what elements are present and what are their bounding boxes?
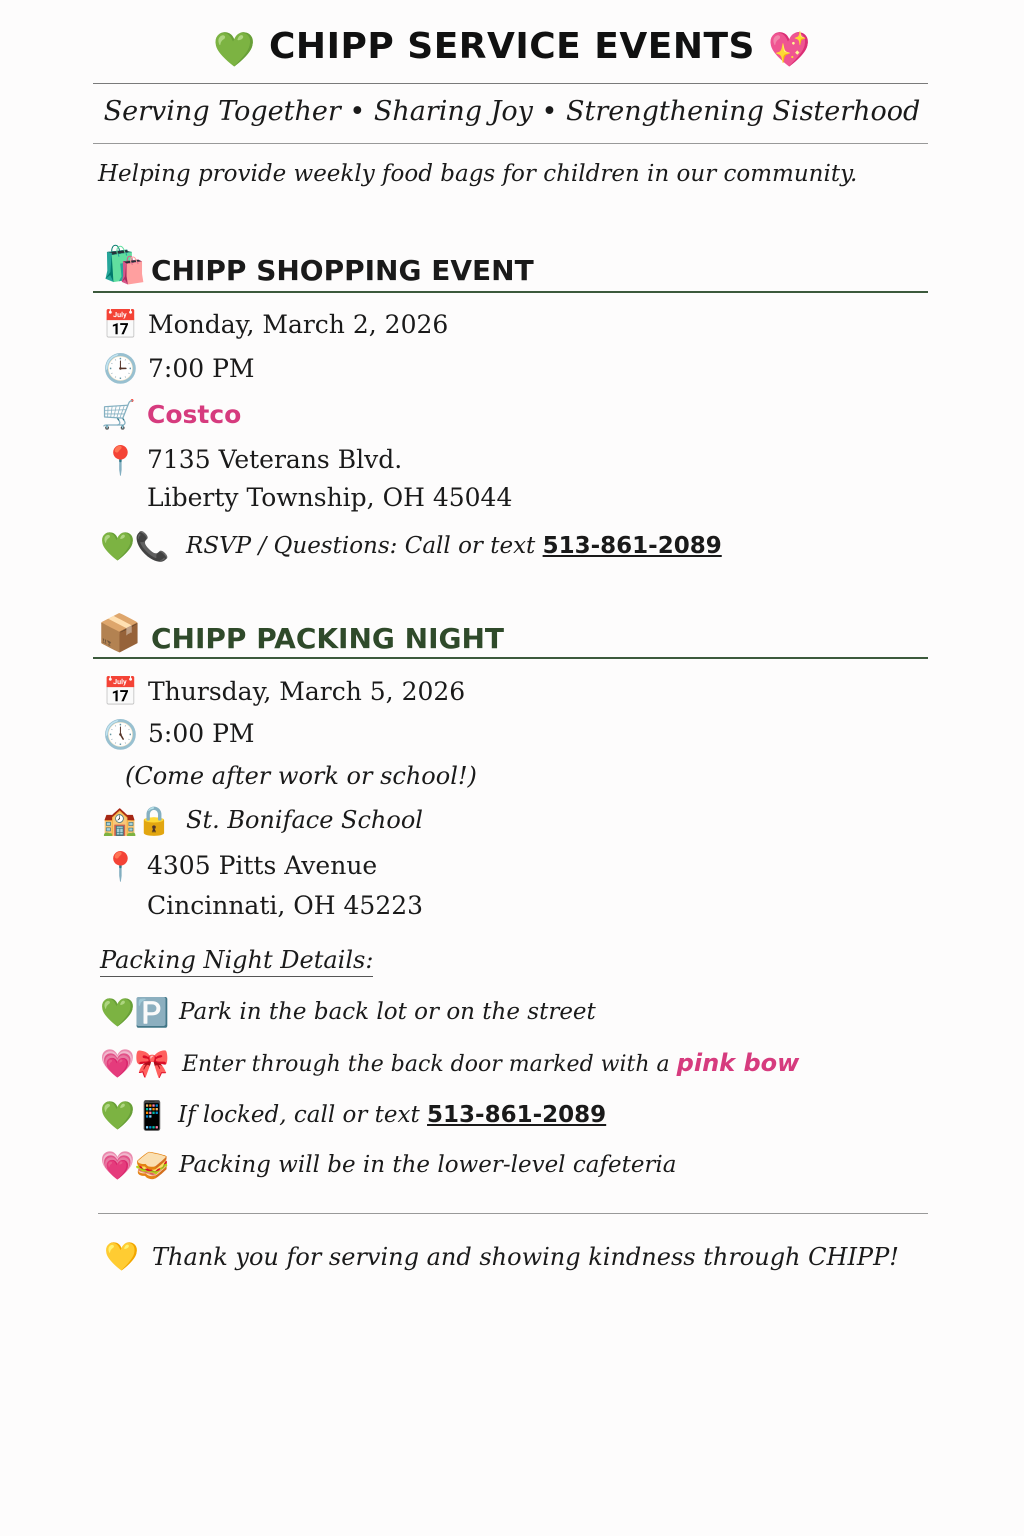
- green-heart-icon: 💚: [213, 30, 256, 70]
- sandwich-icon: 🥪: [134, 1149, 170, 1182]
- shopping-title: CHIPP SHOPPING EVENT: [151, 254, 534, 287]
- parking-icons: [100, 996, 170, 1029]
- lock-icon: 🔒: [136, 804, 172, 837]
- venue-name: St. Boniface School: [186, 806, 423, 834]
- intro-text: Helping provide weekly food bags for children in our community.: [98, 161, 858, 187]
- sparkling-heart-icon: 💖: [768, 30, 811, 70]
- rsvp-line: [186, 533, 722, 559]
- mobile-phone-icon: 📱: [134, 1099, 170, 1132]
- packing-section-header: [97, 612, 142, 654]
- detail-locked: [178, 1102, 606, 1128]
- detail-parking: Park in the back lot or on the street: [179, 999, 596, 1025]
- cafeteria-icons: [100, 1149, 170, 1182]
- tagline-divider: [93, 143, 928, 144]
- calendar-icon: 📅: [103, 675, 138, 708]
- thank-you-text: Thank you for serving and showing kindness through CHIPP!: [152, 1243, 899, 1271]
- shopping-section-header: [102, 244, 147, 286]
- package-box-icon: 📦: [97, 613, 142, 654]
- title-divider: [93, 83, 928, 84]
- details-heading: Packing Night Details:: [100, 946, 373, 977]
- shopping-cart-icon: 🛒: [101, 398, 136, 431]
- location-pin-icon: 📍: [103, 850, 138, 883]
- parking-sign-icon: 🅿️: [134, 996, 170, 1029]
- school-icons: [102, 804, 172, 837]
- tagline: Serving Together • Sharing Joy • Strengthening Sisterhood: [103, 96, 921, 127]
- clock-icon: 🕒: [103, 352, 138, 385]
- detail-location: Packing will be in the lower-level cafeteria: [179, 1152, 677, 1178]
- pink-heart-icon: 💗: [100, 1149, 135, 1182]
- shopping-time: 7:00 PM: [148, 354, 255, 383]
- shopping-address-line1: 7135 Veterans Blvd.: [147, 445, 403, 474]
- page-title: [0, 26, 1024, 70]
- packing-divider: [93, 657, 928, 659]
- rsvp-icons: [100, 530, 170, 563]
- pink-bow-highlight: pink bow: [676, 1049, 800, 1077]
- shopping-divider: [93, 291, 928, 293]
- packing-address-line1: 4305 Pitts Avenue: [147, 851, 378, 880]
- shopping-address-line2: Liberty Township, OH 45044: [147, 483, 513, 512]
- yellow-heart-icon: 💛: [104, 1240, 139, 1273]
- calendar-icon: 📅: [103, 308, 138, 341]
- packing-title: CHIPP PACKING NIGHT: [151, 622, 505, 655]
- locked-phone-link[interactable]: 513-861-2089: [427, 1102, 607, 1128]
- packing-date: Thursday, March 5, 2026: [148, 677, 466, 706]
- store-name: Costco: [147, 400, 242, 429]
- shopping-date: Monday, March 2, 2026: [148, 310, 449, 339]
- location-pin-icon: 📍: [103, 444, 138, 477]
- locked-icons: [100, 1099, 170, 1132]
- phone-heart-icon: 📞: [134, 530, 170, 563]
- detail-entry: [182, 1049, 799, 1077]
- footer-divider: [98, 1213, 928, 1214]
- green-heart-icon: 💚: [100, 996, 135, 1029]
- clock-icon: 🕔: [103, 718, 138, 751]
- rsvp-phone-link[interactable]: 513-861-2089: [542, 533, 722, 559]
- shopping-bag-icon: 🛍️: [102, 245, 147, 286]
- detail-entry-text: Enter through the back door marked with a: [182, 1052, 670, 1077]
- detail-locked-text: If locked, call or text: [178, 1102, 420, 1128]
- pink-heart-icon: 💗: [100, 1047, 135, 1080]
- school-house-icon: 🏫: [102, 804, 137, 837]
- packing-time: 5:00 PM: [148, 719, 255, 748]
- green-heart-icon: 💚: [100, 1099, 135, 1132]
- rsvp-label: RSVP / Questions: Call or text: [186, 533, 536, 559]
- green-heart-icon: 💚: [100, 530, 135, 563]
- title-text: CHIPP SERVICE EVENTS: [269, 26, 755, 67]
- packing-time-note: (Come after work or school!): [125, 762, 477, 790]
- entry-icons: [100, 1047, 170, 1080]
- ribbon-bow-icon: 🎀: [134, 1047, 170, 1080]
- packing-address-line2: Cincinnati, OH 45223: [147, 891, 424, 920]
